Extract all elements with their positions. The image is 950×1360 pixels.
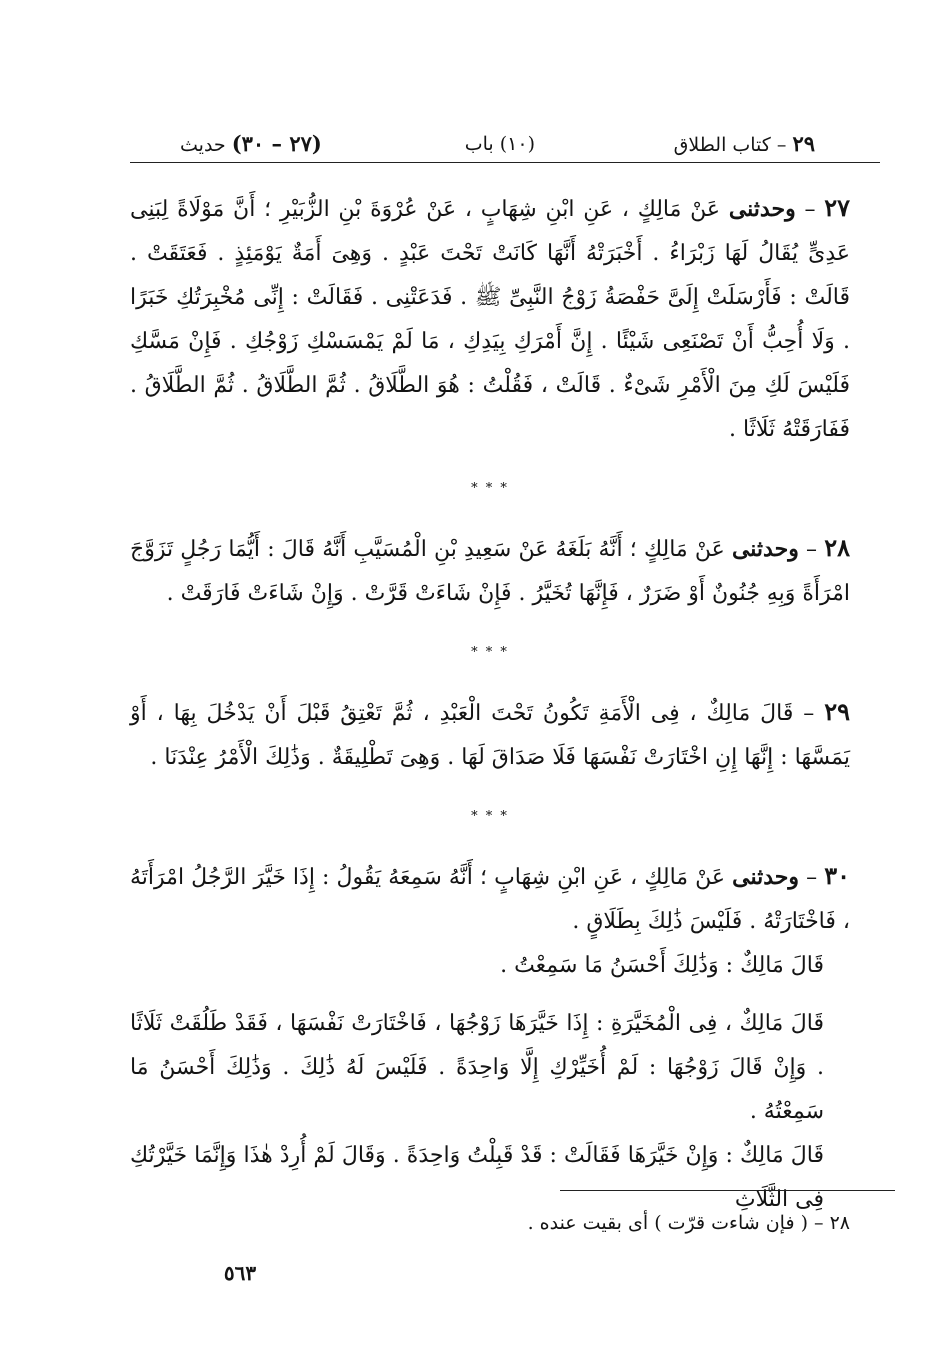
section-separator: * * *	[471, 481, 509, 496]
footnote: ٢٨ – ( فإن شاءت قرّت ) أى بقيت عنده .	[527, 1212, 850, 1234]
hadith-number: ٢٩	[824, 697, 850, 726]
hadith-28: ٢٨ – وحدثنى عَنْ مَالِكٍ ؛ أَنَّهُ بَلَغَهُ عَنْ سَعِيدِ بْنِ الْمُسَيَّبِ أَنَّهُ قَالَ : أَيُّمَا رَجُلٍ تَزَوَّجَ امْرَأَةً وَبِهِ جُنُونٌ أَوْ ضَرَرٌ ، فَإِنَّهَا تُخَيَّرُ . فَإِنْ شَاءَتْ قَرَّتْ . وَإِنْ شَاءَتْ فَارَقَتْ .	[130, 533, 850, 606]
hadith-label: حديث	[180, 134, 226, 156]
hadith-range-heading	[180, 126, 322, 163]
running-header	[130, 126, 880, 162]
malik-comment-2: قَالَ مَالِكٌ ، فِى الْمُخَيَّرَةِ : إِذَا خَيَّرَهَا زَوْجُهَا ، فَاخْتَارَتْ نَفْسَهَا ، فَقَدْ طَلُقَتْ ثَلَاثًا . وَإِنْ قَالَ زَوْجُهَا : لَمْ أُخَيِّرْكِ إِلَّا وَاحِدَةً . فَلَيْسَ لَهُ ذَٰلِكَ . وَذَٰلِكَ أَحْسَنُ مَا سَمِعْتُهُ .	[130, 1011, 824, 1124]
header-rule	[130, 162, 880, 163]
hadith-intro: وحدثنى	[728, 196, 796, 222]
hadith-number: ٢٧	[824, 193, 850, 222]
footnote-rule	[560, 1190, 895, 1191]
hadith-range: (٢٧ – ٣٠)	[231, 131, 322, 156]
hadith-text: عَنْ مَالِكٍ ، عَنِ ابْنِ شِهَابٍ ، عَنْ عُرْوَةَ بْنِ الزُّبَيْرِ ؛ أَنَّ مَوْلَاةً لِبَنِى عَدِىٍّ يُقَالُ لَهَا زَبْرَاءُ . أَخْبَرَتْهُ أَنَّهَا كَانَتْ تَحْتَ عَبْدٍ . وَهِىَ أَمَةٌ يَوْمَئِذٍ . فَعَتَقَتْ . قَالَتْ : فَأَرْسَلَتْ إِلَىَّ حَفْصَةُ زَوْجُ النَّبِىِّ ﷺ . فَدَعَتْنِى . فَقَالَتْ : إِنِّى مُخْبِرَتُكِ خَبَرًا . وَلَا أُحِبُّ أَنْ تَصْنَعِى شَيْئًا . إِنَّ أَمْرَكِ بِيَدِكِ ، مَا لَمْ يَمْسَسْكِ زَوْجُكِ . فَإِنْ مَسَّكِ فَلَيْسَ لَكِ مِنَ الْأَمْرِ شَىْءٌ . قَالَتْ ، فَقُلْتُ : هُوَ الطَّلَاقُ . ثُمَّ الطَّلَاقُ . ثُمَّ الطَّلَاقُ . فَفَارَقَتْهُ ثَلَاثًا .	[130, 197, 850, 442]
hadith-27: ٢٧ – وحدثنى عَنْ مَالِكٍ ، عَنِ ابْنِ شِهَابٍ ، عَنْ عُرْوَةَ بْنِ الزُّبَيْرِ ؛ أَنَّ مَوْلَاةً لِبَنِى عَدِىٍّ يُقَالُ لَهَا زَبْرَاءُ . أَخْبَرَتْهُ أَنَّهَا كَانَتْ تَحْتَ عَبْدٍ . وَهِىَ أَمَةٌ يَوْمَئِذٍ . فَعَتَقَتْ . قَالَتْ : فَأَرْسَلَتْ إِلَىَّ حَفْصَةُ زَوْجُ النَّبِىِّ ﷺ . فَدَعَتْنِى . فَقَالَتْ : إِنِّى مُخْبِرَتُكِ خَبَرًا . وَلَا أُحِبُّ أَنْ تَصْنَعِى شَيْئًا . إِنَّ أَمْرَكِ بِيَدِكِ ، مَا لَمْ يَمْسَسْكِ زَوْجُكِ . فَإِنْ مَسَّكِ فَلَيْسَ لَكِ مِنَ الْأَمْرِ شَىْءٌ . قَالَتْ ، فَقُلْتُ : هُوَ الطَّلَاقُ . ثُمَّ الطَّلَاقُ . ثُمَّ الطَّلَاقُ . فَفَارَقَتْهُ ثَلَاثًا .	[130, 193, 850, 442]
malik-comment-3: قَالَ مَالِكٌ : وَإِنْ خَيَّرَهَا فَقَالَتْ : قَدْ قَبِلْتُ وَاحِدَةً . وَقَالَ لَمْ أُرِدْ هٰذَا وَإِنَّمَا خَيَّرْتُكِ فِى الثَّلَاثِ	[130, 1143, 824, 1212]
hadith-text: قَالَ مَالِكٌ ، فِى الْأَمَةِ تَكُونُ تَحْتَ الْعَبْدِ ، ثُمَّ تَعْتِقُ قَبْلَ أَنْ يَدْخُلَ بِهَا ، أَوْ يَمَسَّهَا : إِنَّهَا إِنِ اخْتَارَتْ نَفْسَهَا فَلَا صَدَاقَ لَهَا . وَهِىَ تَطْلِيقَةٌ . وَذَٰلِكَ الْأَمْرُ عِنْدَنَا .	[130, 701, 850, 770]
page-number: ٥٦٣	[223, 1261, 257, 1285]
hadith-text: عَنْ مَالِكٍ ، عَنِ ابْنِ شِهَابٍ ؛ أَنَّهُ سَمِعَهُ يَقُولُ : إِذَا خَيَّرَ الرَّجُلُ امْرَأَتَهُ ، فَاخْتَارَتْهُ . فَلَيْسَ ذَٰلِكَ بِطَلَاقٍ .	[130, 865, 850, 934]
hadith-30: ٣٠ – وحدثنى عَنْ مَالِكٍ ، عَنِ ابْنِ شِهَابٍ ؛ أَنَّهُ سَمِعَهُ يَقُولُ : إِذَا خَيَّرَ الرَّجُلُ امْرَأَتَهُ ، فَاخْتَارَتْهُ . فَلَيْسَ ذَٰلِكَ بِطَلَاقٍ .	[130, 861, 850, 934]
hadith-intro: وحدثنى	[731, 536, 799, 562]
hadith-number: ٢٨	[824, 533, 850, 562]
chapter-number: ٢٩	[792, 131, 815, 156]
hadith-text: عَنْ مَالِكٍ ؛ أَنَّهُ بَلَغَهُ عَنْ سَعِيدِ بْنِ الْمُسَيَّبِ أَنَّهُ قَالَ : أَيُّمَا رَجُلٍ تَزَوَّجَ امْرَأَةً وَبِهِ جُنُونٌ أَوْ ضَرَرٌ ، فَإِنَّهَا تُخَيَّرُ . فَإِنْ شَاءَتْ قَرَّتْ . وَإِنْ شَاءَتْ فَارَقَتْ .	[130, 537, 850, 606]
hadith-number: ٣٠	[824, 861, 850, 890]
main-text	[130, 186, 850, 1222]
hadith-intro: وحدثنى	[732, 864, 800, 890]
malik-comment-1: قَالَ مَالِكٌ : وَذَٰلِكَ أَحْسَنُ مَا سَمِعْتُ .	[500, 953, 824, 978]
chapter-heading	[674, 126, 815, 163]
section-separator: * * *	[471, 809, 509, 824]
hadith-29: ٢٩ – قَالَ مَالِكٌ ، فِى الْأَمَةِ تَكُونُ تَحْتَ الْعَبْدِ ، ثُمَّ تَعْتِقُ قَبْلَ أَنْ يَدْخُلَ بِهَا ، أَوْ يَمَسَّهَا : إِنَّهَا إِنِ اخْتَارَتْ نَفْسَهَا فَلَا صَدَاقَ لَهَا . وَهِىَ تَطْلِيقَةٌ . وَذَٰلِكَ الْأَمْرُ عِنْدَنَا .	[130, 697, 850, 770]
section-separator: * * *	[471, 645, 509, 660]
bab-label: (١٠) باب	[464, 133, 535, 155]
chapter-title: – كتاب الطلاق	[673, 134, 787, 156]
